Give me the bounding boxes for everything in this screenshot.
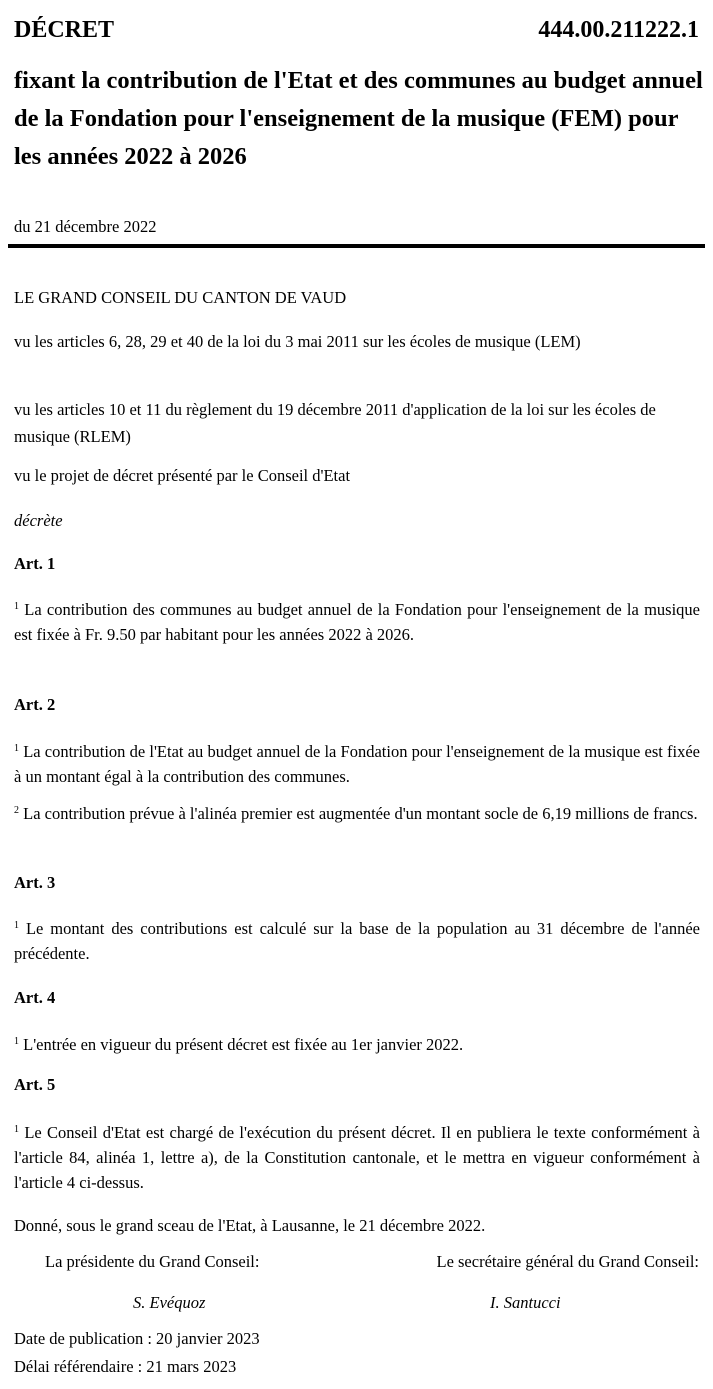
paragraph-number: 1 <box>14 601 19 612</box>
article-paragraph <box>14 1120 700 1195</box>
preamble-item: vu les articles 6, 28, 29 et 40 de la loi du 3 mai 2011 sur les écoles de musique (LEM) <box>14 332 581 351</box>
signatory-name-secretary: I. Santucci <box>490 1293 561 1312</box>
paragraph-text: La contribution prévue à l'alinéa premier est augmentée d'un montant socle de 6,19 millions de francs. <box>23 804 698 823</box>
article-heading: Art. 2 <box>14 695 56 714</box>
article-heading: Art. 3 <box>14 873 56 892</box>
decree-title: fixant la contribution de l'Etat et des communes au budget annuel de la Fondation pour l'enseignement de la musique (FEM) pour les années 2022 à 2026 <box>14 67 703 170</box>
paragraph-number: 1 <box>14 1036 19 1047</box>
article-paragraph <box>14 739 700 789</box>
preamble-item: vu le projet de décret présenté par le Conseil d'Etat <box>14 466 351 485</box>
decree-number: 444.00.211222.1 <box>538 17 699 43</box>
signatory-name-president: S. Evéquoz <box>133 1293 206 1312</box>
paragraph-text: Le montant des contributions est calculé sur la base de la population au 31 décembre de l'année précédente. <box>14 919 700 963</box>
article-paragraph <box>14 916 700 966</box>
decree-type: DÉCRET <box>14 17 115 43</box>
signatory-role-president: La présidente du Grand Conseil: <box>45 1252 260 1271</box>
article-heading: Art. 5 <box>14 1075 56 1094</box>
given-statement: Donné, sous le grand sceau de l'Etat, à Lausanne, le 21 décembre 2022. <box>14 1216 486 1235</box>
paragraph-number: 2 <box>14 805 19 816</box>
preamble-item: vu les articles 10 et 11 du règlement du 19 décembre 2011 d'application de la loi sur les écoles de musique (RLEM) <box>14 400 656 446</box>
article-paragraph <box>14 597 700 647</box>
decrees-word: décrète <box>14 511 63 530</box>
header-divider <box>8 244 705 248</box>
article-heading: Art. 1 <box>14 554 56 573</box>
paragraph-text: La contribution de l'Etat au budget annuel de la Fondation pour l'enseignement de la musique est fixée à un montant égal à la contribution des communes. <box>14 742 700 786</box>
article-heading: Art. 4 <box>14 988 56 1007</box>
paragraph-number: 1 <box>14 920 19 931</box>
paragraph-text: L'entrée en vigueur du présent décret est fixée au 1er janvier 2022. <box>23 1035 464 1054</box>
referendum-deadline: Délai référendaire : 21 mars 2023 <box>14 1357 237 1376</box>
article-paragraph <box>14 801 700 826</box>
paragraph-text: La contribution des communes au budget annuel de la Fondation pour l'enseignement de la musique est fixée à Fr. 9.50 par habitant pour les années 2022 à 2026. <box>14 600 700 644</box>
issuing-authority: LE GRAND CONSEIL DU CANTON DE VAUD <box>14 288 347 307</box>
decree-date: du 21 décembre 2022 <box>14 217 157 236</box>
paragraph-number: 1 <box>14 743 19 754</box>
paragraph-number: 1 <box>14 1124 19 1135</box>
publication-date: Date de publication : 20 janvier 2023 <box>14 1329 260 1348</box>
article-paragraph <box>14 1032 700 1057</box>
paragraph-text: Le Conseil d'Etat est chargé de l'exécution du présent décret. Il en publiera le texte conformément à l'article 84, alinéa 1, lettre a), de la Constitution cantonale, et le mettra en vigueur conformément à l'article 4 ci-dessus. <box>14 1123 700 1192</box>
signatory-role-secretary: Le secrétaire général du Grand Conseil: <box>436 1252 699 1271</box>
